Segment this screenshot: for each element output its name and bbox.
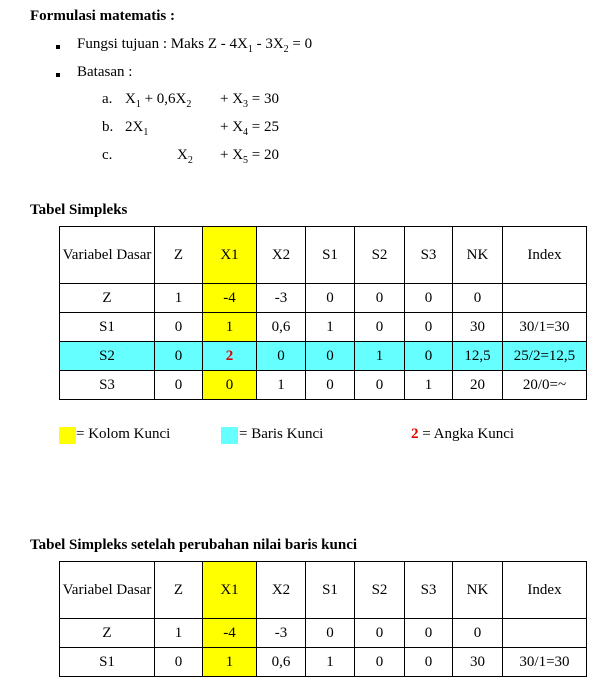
table-cell: S1	[60, 648, 155, 677]
objective-prefix: Fungsi tujuan : Maks Z - 4X	[77, 36, 248, 52]
key-number-cell: 2	[203, 342, 257, 371]
table-cell: 0	[155, 648, 203, 677]
table-cell	[503, 284, 587, 313]
table-cell: 0	[155, 342, 203, 371]
table-header-row	[60, 227, 587, 284]
legend-baris-kunci: = Baris Kunci	[239, 426, 324, 442]
header-cell: S2	[355, 562, 405, 619]
header-cell: Index	[503, 227, 587, 284]
objective-function	[77, 36, 312, 55]
constraint-b-lhs	[125, 119, 148, 138]
table-cell: 30/1=30	[503, 648, 587, 677]
table-cell: 0	[355, 371, 405, 400]
constraint-c-val: = 20	[248, 147, 280, 163]
key-row	[60, 342, 587, 371]
table-cell: S3	[60, 371, 155, 400]
header-cell: S3	[405, 562, 453, 619]
simplex-table-1	[59, 226, 587, 400]
constraint-a-sub-a: 1	[135, 99, 141, 110]
table-row	[60, 371, 587, 400]
constraint-c-lhs-b: X	[177, 147, 188, 163]
table-cell: 0	[355, 648, 405, 677]
table-cell: 0	[155, 313, 203, 342]
table-cell: 1	[257, 371, 306, 400]
table-cell: 30	[453, 313, 503, 342]
table-cell: S2	[60, 342, 155, 371]
objective-sub2: 2	[283, 44, 289, 55]
constraint-c-lhs	[177, 147, 193, 166]
header-cell: X1	[203, 227, 257, 284]
table-cell: 0	[306, 619, 355, 648]
table-cell: S1	[60, 313, 155, 342]
table-cell: -3	[257, 619, 306, 648]
table-cell: 0	[355, 313, 405, 342]
table-cell: -4	[203, 284, 257, 313]
header-cell: X2	[257, 227, 306, 284]
header-cell: NK	[453, 227, 503, 284]
legend-angka-number: 2	[411, 426, 419, 442]
legend-angka-kunci	[411, 426, 514, 443]
header-cell: S1	[306, 227, 355, 284]
table-cell: 0	[453, 619, 503, 648]
table-cell: 25/2=12,5	[503, 342, 587, 371]
header-cell: S2	[355, 227, 405, 284]
table-cell: 0	[306, 371, 355, 400]
constraint-c-letter: c.	[102, 147, 113, 163]
table-cell: 0	[306, 342, 355, 371]
objective-sub1: 1	[247, 44, 253, 55]
table-cell: 12,5	[453, 342, 503, 371]
legend-kolom-kunci: = Kolom Kunci	[76, 426, 171, 442]
table-cell: -3	[257, 284, 306, 313]
table-cell: 0	[257, 342, 306, 371]
constraint-c-rhs	[220, 147, 279, 166]
table-cell: 0	[203, 371, 257, 400]
table-cell: 0	[405, 648, 453, 677]
header-cell: S1	[306, 562, 355, 619]
header-cell: S3	[405, 227, 453, 284]
constraint-a-lhs-a: X	[125, 91, 136, 107]
constraints-label: Batasan :	[77, 64, 133, 80]
table1-title: Tabel Simpleks	[30, 202, 128, 218]
table-row	[60, 313, 587, 342]
table-cell: 0	[155, 371, 203, 400]
constraint-b-sub-r: 4	[243, 127, 249, 138]
constraint-a-rhs-x: + X	[220, 91, 244, 107]
constraint-a-val: = 30	[248, 91, 280, 107]
constraint-a-letter: a.	[102, 91, 113, 107]
constraint-b-lhs-a: 2X	[125, 119, 144, 135]
table-cell: 1	[155, 284, 203, 313]
table-cell: 0	[355, 619, 405, 648]
table-cell: 1	[306, 648, 355, 677]
constraint-c-rhs-x: + X	[220, 147, 244, 163]
table-cell: 0	[405, 284, 453, 313]
table-cell: 0	[306, 284, 355, 313]
table-cell: 1	[306, 313, 355, 342]
table-cell: -4	[203, 619, 257, 648]
table-cell: 20	[453, 371, 503, 400]
table-cell: Z	[60, 619, 155, 648]
constraint-b-letter: b.	[102, 119, 114, 135]
table-cell	[503, 619, 587, 648]
table-cell: 1	[155, 619, 203, 648]
cyan-swatch-icon	[221, 427, 238, 444]
constraint-a-lhs	[125, 91, 191, 110]
legend-angka-label: = Angka Kunci	[418, 426, 515, 442]
header-cell: NK	[453, 562, 503, 619]
objective-mid: - 3X	[252, 36, 284, 52]
header-cell: Variabel Dasar	[60, 562, 155, 619]
table-cell: 1	[405, 371, 453, 400]
constraint-a-sub-b: 2	[186, 99, 192, 110]
constraint-c-sub-r: 5	[243, 155, 249, 166]
bullet-icon	[56, 45, 60, 49]
header-cell: X2	[257, 562, 306, 619]
table-cell: 1	[355, 342, 405, 371]
header-cell: Variabel Dasar	[60, 227, 155, 284]
constraint-b-rhs	[220, 119, 279, 138]
table-cell: 1	[203, 313, 257, 342]
table-row	[60, 284, 587, 313]
section-title: Formulasi matematis :	[30, 8, 175, 24]
table-cell: 30/1=30	[503, 313, 587, 342]
table-row	[60, 619, 587, 648]
table-cell: 0	[453, 284, 503, 313]
constraint-a-rhs	[220, 91, 279, 110]
table-cell: 30	[453, 648, 503, 677]
table-cell: 0	[355, 284, 405, 313]
constraint-c-sub-b: 2	[187, 155, 193, 166]
table-cell: Z	[60, 284, 155, 313]
constraint-b-sub-a: 1	[143, 127, 149, 138]
table2-title: Tabel Simpleks setelah perubahan nilai baris kunci	[30, 537, 358, 553]
simplex-table-2	[59, 561, 587, 677]
header-cell: Z	[155, 227, 203, 284]
table-cell: 1	[203, 648, 257, 677]
bullet-icon	[56, 73, 60, 77]
constraint-b-rhs-x: + X	[220, 119, 244, 135]
table-cell: 0	[405, 619, 453, 648]
header-cell: Index	[503, 562, 587, 619]
table-cell: 0,6	[257, 313, 306, 342]
table-cell: 0	[405, 313, 453, 342]
yellow-swatch-icon	[59, 427, 76, 444]
table-row	[60, 648, 587, 677]
constraint-a-sub-r: 3	[243, 99, 249, 110]
table-header-row	[60, 562, 587, 619]
constraint-b-val: = 25	[248, 119, 280, 135]
table-cell: 20/0=~	[503, 371, 587, 400]
constraint-a-lhs-b: + 0,6X	[140, 91, 187, 107]
header-cell: Z	[155, 562, 203, 619]
table-cell: 0	[405, 342, 453, 371]
objective-suffix: = 0	[288, 36, 313, 52]
header-cell: X1	[203, 562, 257, 619]
table-cell: 0,6	[257, 648, 306, 677]
